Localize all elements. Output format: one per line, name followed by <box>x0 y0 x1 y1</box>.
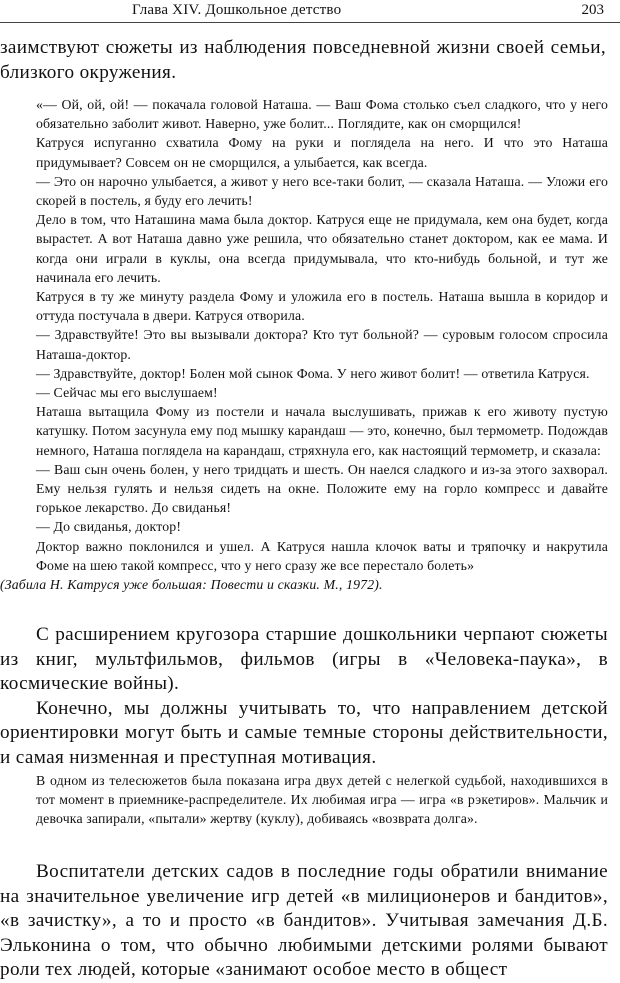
chapter-title: Глава XIV. Дошкольное детство <box>132 2 342 18</box>
main-text-block <box>0 623 608 770</box>
quote-paragraph: Катруся испуганно схватила Фому на руки и поглядела на него. И что это Наташа придумывает? Совсем он не сморщился, а улыбается, как всегда. <box>36 135 608 170</box>
quote-paragraph: — Это он нарочно улыбается, а живот у него все-таки болит, — сказала Наташа. — Уложи его скорей в постель, я буду его лечить! <box>36 173 608 209</box>
example-block <box>36 771 608 829</box>
body-paragraph: Воспитатели детских садов в последние годы обратили внимание на значительное увеличение игр детей «в милиционеров и бандитов», «в зачистку», а то и просто «в бандитов». Учитывая замечания Д.Б. Эльконина о том, что обычно любимыми детскими ролями бывают роли тех людей, которые «занимают особое место в общест <box>0 861 608 980</box>
quote-paragraph: — Ваш сын очень болен, у него тридцать и шесть. Он наелся сладкого и из-за этого захворал. Ему нельзя гулять и нельзя сидеть на окне. Положите ему на горло компресс и давайте горькое лекарство. До свиданья! <box>36 461 608 516</box>
quote-paragraph: — Здравствуйте! Это вы вызывали доктора? Кто тут больной? — суровым голосом спросила Наташа-доктор. <box>36 327 608 362</box>
quote-paragraph: Дело в том, что Наташина мама была доктор. Катруся еще не придумала, кем она будет, когда вырастет. А вот Наташа давно уже решила, что обязательно станет доктором, как ее мама. И когда они играли в куклы, она всегда придумывала, что кто-нибудь больной, и тут же начинала его лечить. <box>36 212 608 285</box>
running-header <box>0 0 620 22</box>
quote-paragraph-last: Доктор важно поклонился и ушел. А Катруся нашла клочок ваты и тряпочку и накрутила Фоме на шею такой компресс, что у него сразу же все перестало болеть» <box>36 538 608 573</box>
main-text-block-2 <box>0 860 608 983</box>
intro-text: заимствуют сюжеты из наблюдения повседневной жизни своей семьи, близкого окружения. <box>0 37 606 83</box>
quote-paragraph: — Здравствуйте, доктор! Болен мой сынок Фома. У него живот болит! — ответила Катруся. <box>36 365 590 381</box>
body-paragraph: Конечно, мы должны учитывать то, что направлением детской ориентировки могут быть и самые темные стороны действительности, и самая низменная и преступная мотивация. <box>0 697 608 768</box>
body-paragraph: С расширением кругозора старшие дошкольники черпают сюжеты из книг, мультфильмов, фильмов (игры в «Человека-паука», в космические войны). <box>0 624 608 694</box>
quote-source: (Забила Н. Катруся уже большая: Повести и сказки. М., 1972). <box>0 577 383 593</box>
quoted-story <box>0 95 608 594</box>
page-number: 203 <box>581 2 604 18</box>
header-rule <box>0 22 620 23</box>
quote-paragraph: «— Ой, ой, ой! — покачала головой Наташа. — Ваш Фома столько съел сладкого, что у него обязательно заболит живот. Наверно, уже болит... Поглядите, как он сморщился! <box>36 97 608 132</box>
quote-paragraph: Наташа вытащила Фому из постели и начала выслушивать, прижав к его животу пустую катушку. Потом засунула ему под мышку карандаш — это, конечно, был термометр. Подождав немного, Наташа поглядела на карандаш, стряхнула его, как настоящий термометр, и сказала: <box>36 404 608 458</box>
example-text: В одном из телесюжетов была показана игра двух детей с нелегкой судьбой, находившихся в тот момент в приемнике-распределителе. Их любимая игра — игра «в рэкетиров». Мальчик и девочка запирали, «пытали» жертву (куклу), добиваясь «возврата долга». <box>36 773 608 827</box>
quote-paragraph: — Сейчас мы его выслушаем! <box>36 385 218 401</box>
quote-paragraph: Катруся в ту же минуту раздела Фому и уложила его в постель. Наташа вышла в коридор и оттуда постучала в двери. Катруся отворила. <box>36 289 608 324</box>
intro-paragraph <box>0 36 606 85</box>
quote-paragraph: — До свиданья, доктор! <box>36 519 182 535</box>
